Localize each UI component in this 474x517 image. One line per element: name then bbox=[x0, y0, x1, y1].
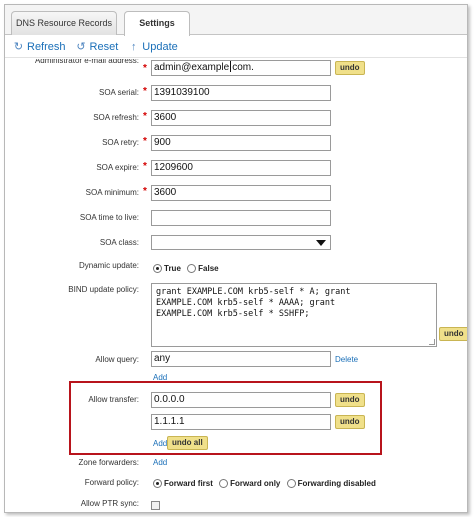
refresh-icon: ↻ bbox=[13, 41, 24, 53]
required-mark: * bbox=[143, 136, 147, 147]
bind-policy-undo-button[interactable]: undo bbox=[439, 327, 467, 341]
allow-query-add-link[interactable]: Add bbox=[153, 373, 168, 382]
soa-ttl-input[interactable] bbox=[151, 210, 331, 226]
radio-forwarding-disabled[interactable] bbox=[287, 479, 296, 488]
required-mark: * bbox=[143, 111, 147, 122]
soa-serial-label: SOA serial: bbox=[98, 88, 139, 97]
refresh-button[interactable] bbox=[13, 40, 66, 53]
bind-policy-label: BIND update policy: bbox=[68, 285, 139, 294]
allow-transfer-undo-button-1[interactable]: undo bbox=[335, 393, 365, 407]
dynamic-update-group bbox=[153, 264, 223, 273]
soa-class-label: SOA class: bbox=[99, 238, 139, 247]
admin-email-value-a: admin@example bbox=[154, 62, 230, 73]
radio-forward-first-label: Forward first bbox=[164, 479, 213, 488]
soa-class-select[interactable] bbox=[151, 235, 331, 250]
soa-refresh-input[interactable]: 3600 bbox=[151, 110, 331, 126]
radio-true-label: True bbox=[164, 264, 181, 273]
soa-minimum-input[interactable]: 3600 bbox=[151, 185, 331, 201]
reset-icon: ↺ bbox=[76, 41, 86, 53]
dynamic-update-label: Dynamic update: bbox=[78, 261, 139, 270]
bind-policy-textarea[interactable] bbox=[151, 283, 437, 347]
allow-ptr-sync-label: Allow PTR sync: bbox=[80, 499, 139, 508]
reset-button[interactable] bbox=[76, 40, 119, 53]
radio-forward-only[interactable] bbox=[219, 479, 228, 488]
zone-forwarders-add-link[interactable]: Add bbox=[153, 458, 168, 467]
soa-expire-input[interactable]: 1209600 bbox=[151, 160, 331, 176]
tab-dns-resource-records[interactable]: DNS Resource Records bbox=[11, 11, 117, 35]
admin-email-input[interactable] bbox=[151, 60, 331, 76]
allow-transfer-add-link[interactable]: Add bbox=[153, 439, 168, 448]
soa-ttl-label: SOA time to live: bbox=[79, 213, 139, 222]
zone-forwarders-label: Zone forwarders: bbox=[78, 458, 139, 467]
soa-retry-input[interactable]: 900 bbox=[151, 135, 331, 151]
allow-transfer-undo-all-button[interactable]: undo all bbox=[167, 436, 208, 450]
soa-expire-label: SOA expire: bbox=[96, 163, 139, 172]
soa-retry-label: SOA retry: bbox=[102, 138, 139, 147]
reset-label: Reset bbox=[89, 40, 119, 53]
bind-policy-line: EXAMPLE.COM krb5-self * SSHFP; bbox=[156, 309, 310, 319]
required-mark: * bbox=[143, 161, 147, 172]
required-mark: * bbox=[143, 186, 147, 197]
allow-query-delete-link[interactable]: Delete bbox=[335, 355, 359, 364]
radio-false[interactable] bbox=[187, 264, 196, 273]
allow-transfer-label: Allow transfer: bbox=[88, 395, 139, 404]
radio-forward-first[interactable] bbox=[153, 479, 162, 488]
allow-transfer-input-1[interactable]: 0.0.0.0 bbox=[151, 392, 331, 408]
settings-window bbox=[4, 4, 468, 513]
required-mark: * bbox=[143, 86, 147, 97]
tab-settings[interactable]: Settings bbox=[124, 11, 190, 36]
admin-email-value-b: com. bbox=[232, 62, 254, 73]
soa-minimum-label: SOA minimum: bbox=[85, 188, 139, 197]
allow-ptr-sync-checkbox[interactable] bbox=[151, 501, 160, 510]
bind-policy-line: EXAMPLE.COM krb5-self * AAAA; grant bbox=[156, 298, 336, 308]
admin-email-label: Administrator e-mail address: bbox=[34, 59, 139, 65]
soa-refresh-label: SOA refresh: bbox=[93, 113, 139, 122]
refresh-label: Refresh bbox=[27, 40, 66, 53]
forward-policy-label: Forward policy: bbox=[84, 478, 139, 487]
tab-bar bbox=[5, 5, 467, 35]
allow-query-input[interactable]: any bbox=[151, 351, 331, 367]
soa-serial-input[interactable]: 1391039100 bbox=[151, 85, 331, 101]
toolbar bbox=[5, 36, 467, 58]
radio-true[interactable] bbox=[153, 264, 162, 273]
required-mark: * bbox=[143, 63, 147, 74]
admin-email-undo-button[interactable]: undo bbox=[335, 61, 365, 75]
radio-false-label: False bbox=[198, 264, 219, 273]
settings-form bbox=[5, 59, 467, 513]
radio-forward-only-label: Forward only bbox=[230, 479, 281, 488]
dropdown-arrow-icon bbox=[316, 240, 326, 246]
radio-forwarding-disabled-label: Forwarding disabled bbox=[297, 479, 376, 488]
allow-transfer-undo-button-2[interactable]: undo bbox=[335, 415, 365, 429]
update-arrow-icon: ↑ bbox=[131, 40, 137, 53]
resize-grip-icon[interactable] bbox=[429, 339, 435, 345]
update-button[interactable] bbox=[128, 41, 177, 53]
update-label: Update bbox=[142, 40, 178, 53]
forward-policy-group bbox=[153, 479, 380, 488]
bind-policy-line: grant EXAMPLE.COM krb5-self * A; grant bbox=[156, 287, 351, 297]
allow-query-label: Allow query: bbox=[95, 355, 139, 364]
allow-transfer-input-2[interactable]: 1.1.1.1 bbox=[151, 414, 331, 430]
